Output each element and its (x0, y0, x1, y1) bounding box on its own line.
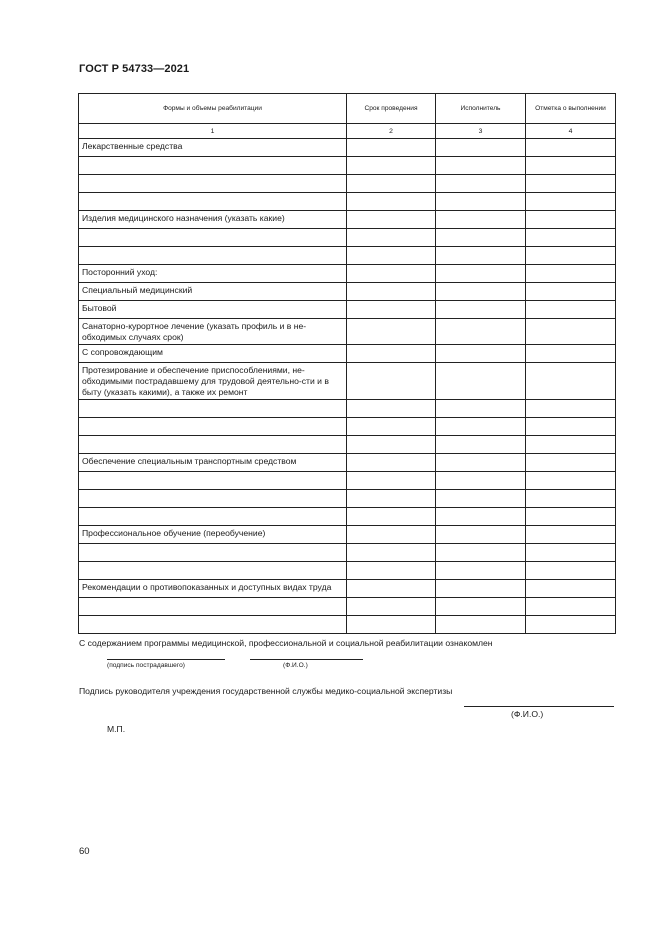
table-row (79, 193, 616, 211)
table-row (79, 229, 616, 247)
table-row (79, 363, 616, 400)
executor-cell (436, 598, 526, 616)
column-number: 3 (436, 124, 526, 139)
rehabilitation-form-cell: Бытовой (79, 301, 347, 319)
term-cell (347, 193, 436, 211)
term-cell (347, 265, 436, 283)
term-cell (347, 526, 436, 544)
completion-mark-cell (526, 436, 616, 454)
table-row (79, 400, 616, 418)
term-cell (347, 580, 436, 598)
rehabilitation-form-cell (79, 229, 347, 247)
table-row (79, 247, 616, 265)
victim-signature-line (107, 659, 225, 660)
term-cell (347, 139, 436, 157)
rehabilitation-form-cell: Профессиональное обучение (переобучение) (79, 526, 347, 544)
rehabilitation-form-cell (79, 247, 347, 265)
term-cell (347, 211, 436, 229)
column-header: Формы и объемы реабилитации (79, 94, 347, 124)
table-row (79, 490, 616, 508)
table-body (79, 139, 616, 634)
completion-mark-cell (526, 580, 616, 598)
term-cell (347, 454, 436, 472)
term-cell (347, 616, 436, 634)
column-header: Исполнитель (436, 94, 526, 124)
term-cell (347, 301, 436, 319)
executor-cell (436, 400, 526, 418)
rehabilitation-form-cell (79, 472, 347, 490)
completion-mark-cell (526, 454, 616, 472)
executor-cell (436, 454, 526, 472)
rehabilitation-form-cell (79, 157, 347, 175)
head-name-line (464, 706, 614, 707)
executor-cell (436, 472, 526, 490)
rehabilitation-form-cell: Посторонний уход: (79, 265, 347, 283)
completion-mark-cell (526, 175, 616, 193)
term-cell (347, 345, 436, 363)
completion-mark-cell (526, 265, 616, 283)
table-row (79, 283, 616, 301)
rehabilitation-form-cell (79, 598, 347, 616)
rehabilitation-form-cell: Лекарственные средства (79, 139, 347, 157)
executor-cell (436, 580, 526, 598)
completion-mark-cell (526, 157, 616, 175)
completion-mark-cell (526, 229, 616, 247)
completion-mark-cell (526, 490, 616, 508)
completion-mark-cell (526, 616, 616, 634)
table-row (79, 345, 616, 363)
column-number: 1 (79, 124, 347, 139)
victim-name-line (250, 659, 363, 660)
executor-cell (436, 247, 526, 265)
completion-mark-cell (526, 247, 616, 265)
table-row (79, 598, 616, 616)
rehabilitation-form-cell: С сопровождающим (79, 345, 347, 363)
head-signature-text: Подпись руководителя учреждения государственной службы медико-социальной экспертизы (79, 686, 453, 696)
victim-name-caption: (Ф.И.О.) (283, 662, 308, 669)
rehabilitation-form-cell (79, 175, 347, 193)
rehabilitation-form-cell (79, 400, 347, 418)
executor-cell (436, 139, 526, 157)
term-cell (347, 508, 436, 526)
executor-cell (436, 526, 526, 544)
executor-cell (436, 508, 526, 526)
executor-cell (436, 265, 526, 283)
rehabilitation-table (78, 93, 616, 634)
completion-mark-cell (526, 211, 616, 229)
executor-cell (436, 616, 526, 634)
executor-cell (436, 345, 526, 363)
rehabilitation-form-cell (79, 508, 347, 526)
completion-mark-cell (526, 472, 616, 490)
head-name-caption: (Ф.И.О.) (511, 709, 544, 719)
rehabilitation-form-cell: Санаторно-курортное лечение (указать профиль и в не-обходимых случаях срок) (79, 319, 347, 345)
term-cell (347, 229, 436, 247)
completion-mark-cell (526, 363, 616, 400)
table-row (79, 454, 616, 472)
table-row (79, 301, 616, 319)
column-number: 2 (347, 124, 436, 139)
executor-cell (436, 562, 526, 580)
term-cell (347, 363, 436, 400)
rehabilitation-form-cell: Рекомендации о противопоказанных и доступных видах труда (79, 580, 347, 598)
completion-mark-cell (526, 139, 616, 157)
executor-cell (436, 544, 526, 562)
victim-signature-caption: (подпись пострадавшего) (107, 662, 185, 669)
term-cell (347, 436, 436, 454)
rehabilitation-form-cell: Обеспечение специальным транспортным средством (79, 454, 347, 472)
term-cell (347, 472, 436, 490)
table-row (79, 175, 616, 193)
term-cell (347, 175, 436, 193)
table-row (79, 436, 616, 454)
table-row (79, 472, 616, 490)
table-row (79, 157, 616, 175)
rehabilitation-form-cell (79, 562, 347, 580)
table-row (79, 508, 616, 526)
table-row (79, 211, 616, 229)
table-row (79, 139, 616, 157)
column-number-row (79, 124, 616, 139)
term-cell (347, 319, 436, 345)
term-cell (347, 418, 436, 436)
term-cell (347, 400, 436, 418)
term-cell (347, 598, 436, 616)
completion-mark-cell (526, 319, 616, 345)
table-row (79, 265, 616, 283)
completion-mark-cell (526, 508, 616, 526)
table-row (79, 418, 616, 436)
rehabilitation-form-cell (79, 544, 347, 562)
completion-mark-cell (526, 283, 616, 301)
table-row (79, 616, 616, 634)
acknowledgement-text: С содержанием программы медицинской, профессиональной и социальной реабилитации ознакомлен (79, 638, 493, 648)
rehabilitation-form-cell (79, 436, 347, 454)
rehabilitation-form-cell: Специальный медицинский (79, 283, 347, 301)
column-number: 4 (526, 124, 616, 139)
executor-cell (436, 490, 526, 508)
completion-mark-cell (526, 418, 616, 436)
rehabilitation-form-cell (79, 490, 347, 508)
column-header: Отметка о выполнении (526, 94, 616, 124)
executor-cell (436, 157, 526, 175)
completion-mark-cell (526, 345, 616, 363)
term-cell (347, 562, 436, 580)
executor-cell (436, 211, 526, 229)
completion-mark-cell (526, 400, 616, 418)
document-title: ГОСТ Р 54733—2021 (79, 63, 190, 75)
page-number: 60 (79, 846, 90, 857)
rehabilitation-form-cell: Изделия медицинского назначения (указать какие) (79, 211, 347, 229)
executor-cell (436, 283, 526, 301)
completion-mark-cell (526, 598, 616, 616)
completion-mark-cell (526, 562, 616, 580)
executor-cell (436, 175, 526, 193)
table-row (79, 319, 616, 345)
stamp-label: М.П. (107, 724, 126, 734)
term-cell (347, 247, 436, 265)
table-row (79, 544, 616, 562)
rehabilitation-form-cell (79, 418, 347, 436)
executor-cell (436, 436, 526, 454)
rehabilitation-form-cell (79, 193, 347, 211)
rehabilitation-form-cell: Протезирование и обеспечение приспособлениями, не-обходимыми пострадавшему для трудовой деятельно-сти и в быту (указать какими), а также их ремонт (79, 363, 347, 400)
table-row (79, 580, 616, 598)
executor-cell (436, 229, 526, 247)
term-cell (347, 157, 436, 175)
executor-cell (436, 301, 526, 319)
completion-mark-cell (526, 544, 616, 562)
column-header: Срок проведения (347, 94, 436, 124)
table-row (79, 526, 616, 544)
table-row (79, 562, 616, 580)
term-cell (347, 544, 436, 562)
completion-mark-cell (526, 526, 616, 544)
term-cell (347, 490, 436, 508)
executor-cell (436, 193, 526, 211)
executor-cell (436, 363, 526, 400)
executor-cell (436, 418, 526, 436)
executor-cell (436, 319, 526, 345)
table-header-row (79, 94, 616, 124)
completion-mark-cell (526, 301, 616, 319)
completion-mark-cell (526, 193, 616, 211)
rehabilitation-form-cell (79, 616, 347, 634)
term-cell (347, 283, 436, 301)
